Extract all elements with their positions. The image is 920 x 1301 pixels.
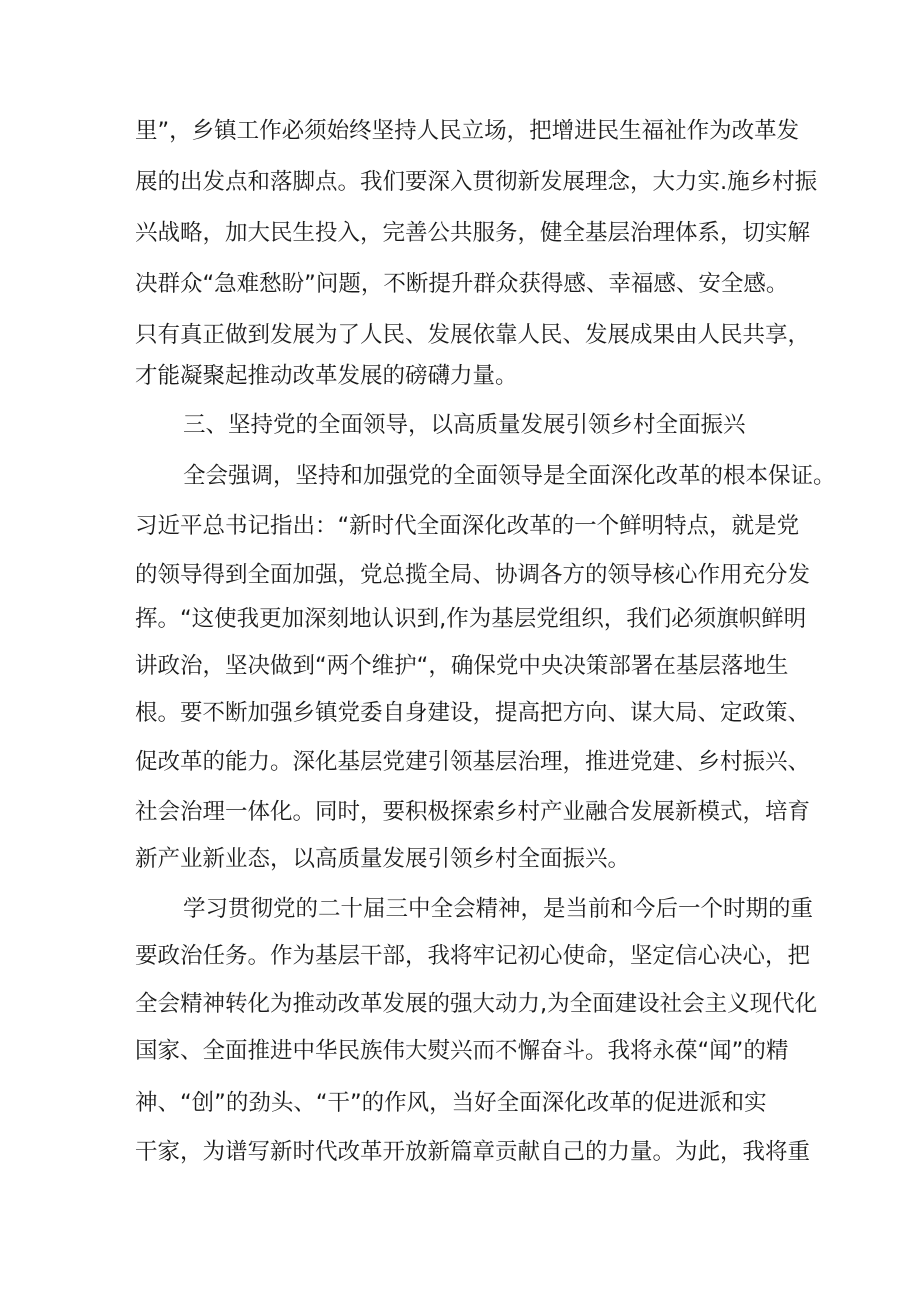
text-line: 促改革的能力。深化基层党建引领基层治理，推进党建、乡村振兴、 <box>135 749 811 775</box>
text-line: 才能凝聚起推动改革发展的磅礴力量。 <box>135 363 518 389</box>
text-line: 社会治理一体化。同时，要积极探索乡村产业融合发展新模式，培育 <box>135 799 811 825</box>
text-line: 要政治任务。作为基层干部，我将牢记初心使命，坚定信心决心，把 <box>135 943 811 969</box>
text-line: 根。要不断加强乡镇党委自身建设，提高把方向、谋大局、定政策、 <box>135 700 811 726</box>
text-line: 全会强调，坚持和加强党的全面领导是全面深化改革的根本保证。 <box>183 463 836 489</box>
text-line: 全会精神转化为推动改革发展的强大动力,为全面建设社会主义现代化 <box>135 991 818 1017</box>
text-line: 只有真正做到发展为了人民、发展依靠人民、发展成果由人民共享， <box>135 322 811 348</box>
text-line: 国家、全面推进中华民族伟大熨兴而不懈奋斗。我将永葆“闻”的精 <box>135 1038 789 1064</box>
text-line: 新产业新业态，以高质量发展引领乡村全面振兴。 <box>135 846 631 872</box>
text-line: 决群众“急难愁盼”问题，不断提升群众获得感、幸福感、安全感。 <box>135 271 789 297</box>
text-line: 里”，乡镇工作必须始终坚持人民立场，把增进民生福祉作为改革发 <box>135 118 800 144</box>
text-line: 的领导得到全面加强，党总揽全局、协调各方的领导核心作用充分发 <box>135 562 811 588</box>
text-line: 兴战略，加大民生投入，完善公共服务，健全基层治理体系，切实解 <box>135 220 811 246</box>
text-line: 挥。“这使我更加深刻地认识到,作为基层党组织，我们必须旗帜鲜明 <box>135 606 807 632</box>
text-line: 学习贯彻党的二十届三中全会精神，是当前和今后一个时期的重 <box>183 896 814 922</box>
text-line: 展的出发点和落脚点。我们要深入贯彻新发展理念，大力实.施乡村振 <box>135 169 818 195</box>
section-heading: 三、坚持党的全面领导，以高质量发展引领乡村全面振兴 <box>183 412 746 438</box>
text-line: 干家，为谱写新时代改革开放新篇章贡献自己的力量。为此，我将重 <box>135 1139 811 1165</box>
text-line: 神、“创”的劲头、“干”的作风，当好全面深化改革的促进派和实 <box>135 1090 767 1116</box>
text-line: 习近平总书记指出：“新时代全面深化改革的一个鲜明特点，就是党 <box>135 513 800 539</box>
text-line: 讲政治，坚决做到“两个维护“，确保党中央决策部署在基层落地生 <box>135 653 789 679</box>
